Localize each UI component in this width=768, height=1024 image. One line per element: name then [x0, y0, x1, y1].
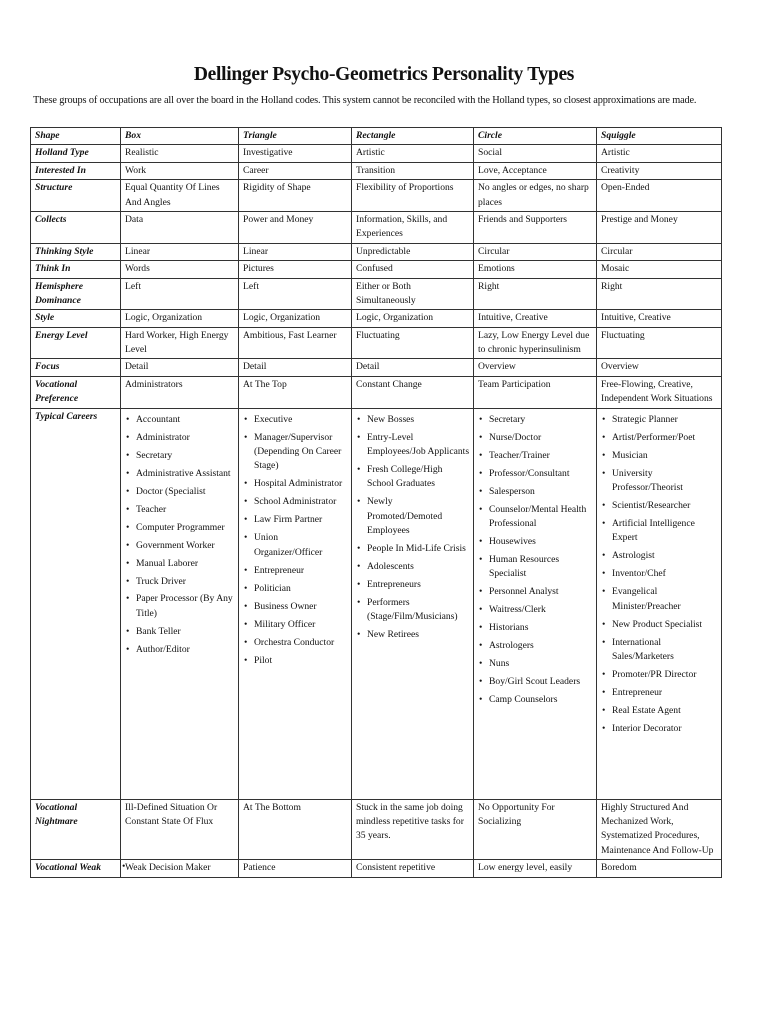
- table-row: [31, 327, 722, 359]
- table-cell: Flexibility of Proportions: [352, 180, 474, 212]
- list-item: • Evangelical Minister/Preacher: [601, 585, 718, 614]
- table-cell: Constant Change: [352, 376, 474, 408]
- list-item: • New Retirees: [356, 628, 470, 642]
- document-title: Dellinger Psycho-Geometrics Personality Types: [193, 64, 575, 85]
- table-cell: Intuitive, Creative: [597, 310, 722, 327]
- table-cell: Logic, Organization: [239, 310, 352, 327]
- list-item: • Scientist/Researcher: [601, 499, 718, 513]
- careers-cell: [474, 408, 597, 799]
- careers-cell: [239, 408, 352, 799]
- table-cell: Overview: [474, 359, 597, 376]
- list-item: • Newly Promoted/Demoted Employees: [356, 495, 470, 538]
- table-cell: Ambitious, Fast Learner: [239, 327, 352, 359]
- table-row: [31, 278, 722, 310]
- careers-cell: [352, 408, 474, 799]
- list-item: • Orchestra Conductor: [243, 636, 348, 650]
- list-item: • Performers (Stage/Film/Musicians): [356, 596, 470, 625]
- row-label: Vocational Nightmare: [31, 799, 121, 860]
- table-cell: Hard Worker, High Energy Level: [121, 327, 239, 359]
- table-cell: Right: [597, 278, 722, 310]
- list-item: • New Bosses: [356, 413, 470, 427]
- table-row: [31, 310, 722, 327]
- table-row: [31, 376, 722, 408]
- table-cell: Power and Money: [239, 211, 352, 243]
- list-item: • Paper Processor (By Any Title): [125, 592, 235, 621]
- table-row: [31, 211, 722, 243]
- table-cell: Linear: [121, 243, 239, 260]
- list-item: • Union Organizer/Officer: [243, 531, 348, 560]
- list-item: • Hospital Administrator: [243, 477, 348, 491]
- list-item: • Real Estate Agent: [601, 704, 718, 718]
- careers-list: [356, 413, 470, 643]
- list-item: • Manager/Supervisor (Depending On Career Stage): [243, 431, 348, 474]
- row-label: Holland Type: [31, 145, 121, 162]
- row-label: Energy Level: [31, 327, 121, 359]
- list-item: • Astrologist: [601, 549, 718, 563]
- list-item: • Interior Decorator: [601, 722, 718, 736]
- table-cell: Highly Structured And Mechanized Work, Systematized Procedures, Maintenance And Follow-Up: [597, 799, 722, 860]
- list-item: • Politician: [243, 582, 348, 596]
- table-cell: Detail: [352, 359, 474, 376]
- table-cell: Stuck in the same job doing mindless repetitive tasks for 35 years.: [352, 799, 474, 860]
- list-item: • Teacher/Trainer: [478, 449, 593, 463]
- table-row-vocational-weak: [31, 860, 722, 877]
- list-item: • Entry-Level Employees/Job Applicants: [356, 431, 470, 460]
- list-item: • Administrator: [125, 431, 235, 445]
- list-item: • University Professor/Theorist: [601, 467, 718, 496]
- list-item: • Business Owner: [243, 600, 348, 614]
- table-header-row: [31, 128, 722, 145]
- table-cell: Investigative: [239, 145, 352, 162]
- list-item: • Fresh College/High School Graduates: [356, 463, 470, 492]
- table-row: [31, 359, 722, 376]
- row-label: Think In: [31, 261, 121, 278]
- list-item: • Camp Counselors: [478, 693, 593, 707]
- list-item: • Strategic Planner: [601, 413, 718, 427]
- list-item: • Historians: [478, 621, 593, 635]
- list-item: • Entrepreneur: [601, 686, 718, 700]
- list-item: • Secretary: [125, 449, 235, 463]
- list-item: • Counselor/Mental Health Professional: [478, 503, 593, 532]
- table-cell: Open-Ended: [597, 180, 722, 212]
- table-cell: Detail: [121, 359, 239, 376]
- list-item: • Bank Teller: [125, 625, 235, 639]
- document-subtitle: These groups of occupations are all over the board in the Holland codes. This system cannot be reconciled with the Holland types, so closest approximations are made.: [33, 95, 697, 106]
- table-cell: Transition: [352, 162, 474, 179]
- table-row-vocational-nightmare: [31, 799, 722, 860]
- table-cell: Rigidity of Shape: [239, 180, 352, 212]
- list-item: • Entrepreneurs: [356, 578, 470, 592]
- table-cell: Artistic: [352, 145, 474, 162]
- table-cell: Prestige and Money: [597, 211, 722, 243]
- table-cell: Low energy level, easily: [474, 860, 597, 877]
- table-cell: Left: [121, 278, 239, 310]
- list-item: • Boy/Girl Scout Leaders: [478, 675, 593, 689]
- careers-cell: [597, 408, 722, 799]
- table-row: [31, 145, 722, 162]
- row-label: Hemisphere Dominance: [31, 278, 121, 310]
- list-item: • Computer Programmer: [125, 521, 235, 535]
- list-item: • Military Officer: [243, 618, 348, 632]
- list-item: • International Sales/Marketers: [601, 636, 718, 665]
- table-cell: Boredom: [597, 860, 722, 877]
- table-cell: Fluctuating: [352, 327, 474, 359]
- table-cell: Ill-Defined Situation Or Constant State Of Flux: [121, 799, 239, 860]
- table-cell: Unpredictable: [352, 243, 474, 260]
- list-item: • People In Mid-Life Crisis: [356, 542, 470, 556]
- table-cell: Friends and Supporters: [474, 211, 597, 243]
- careers-cell: [121, 408, 239, 799]
- shape-squiggle-header: Squiggle: [597, 128, 722, 145]
- table-cell: At The Top: [239, 376, 352, 408]
- table-cell: Consistent repetitive: [352, 860, 474, 877]
- list-item: • Executive: [243, 413, 348, 427]
- table-cell: Mosaic: [597, 261, 722, 278]
- list-item: • Entrepreneur: [243, 564, 348, 578]
- list-item: • Adolescents: [356, 560, 470, 574]
- shape-circle-header: Circle: [474, 128, 597, 145]
- table-cell: Intuitive, Creative: [474, 310, 597, 327]
- list-item: • School Administrator: [243, 495, 348, 509]
- list-item: • Author/Editor: [125, 643, 235, 657]
- table-cell: Fluctuating: [597, 327, 722, 359]
- table-row: [31, 180, 722, 212]
- list-item: • Nurse/Doctor: [478, 431, 593, 445]
- table-cell: Confused: [352, 261, 474, 278]
- table-cell: Career: [239, 162, 352, 179]
- row-label: Focus: [31, 359, 121, 376]
- list-item: • Astrologers: [478, 639, 593, 653]
- table-cell: Left: [239, 278, 352, 310]
- table-row-typical-careers: [31, 408, 722, 799]
- shape-triangle-header: Triangle: [239, 128, 352, 145]
- table-cell: Information, Skills, and Experiences: [352, 211, 474, 243]
- shape-rectangle-header: Rectangle: [352, 128, 474, 145]
- table-cell: Detail: [239, 359, 352, 376]
- table-cell: Team Participation: [474, 376, 597, 408]
- row-label: Collects: [31, 211, 121, 243]
- shape-box-header: Box: [121, 128, 239, 145]
- table-cell: Administrators: [121, 376, 239, 408]
- row-label: Typical Careers: [31, 408, 121, 799]
- list-item: • Promoter/PR Director: [601, 668, 718, 682]
- list-item: • Housewives: [478, 535, 593, 549]
- table-cell: Logic, Organization: [121, 310, 239, 327]
- table-cell: Lazy, Low Energy Level due to chronic hyperinsulinism: [474, 327, 597, 359]
- list-item: • Accountant: [125, 413, 235, 427]
- table-cell: Words: [121, 261, 239, 278]
- table-row: [31, 261, 722, 278]
- list-item: • Manual Laborer: [125, 557, 235, 571]
- table-cell: Overview: [597, 359, 722, 376]
- list-item: • Administrative Assistant: [125, 467, 235, 481]
- list-item: • Human Resources Specialist: [478, 553, 593, 582]
- table-cell: Logic, Organization: [352, 310, 474, 327]
- list-item: • Nuns: [478, 657, 593, 671]
- list-item: • Musician: [601, 449, 718, 463]
- table-cell: Right: [474, 278, 597, 310]
- list-item: • Truck Driver: [125, 575, 235, 589]
- list-item: • Government Worker: [125, 539, 235, 553]
- row-label: Vocational Preference: [31, 376, 121, 408]
- careers-list: [243, 413, 348, 668]
- table-cell: Circular: [474, 243, 597, 260]
- careers-list: [478, 413, 593, 708]
- table-cell: • Weak Decision Maker: [121, 860, 239, 877]
- list-item: • Secretary: [478, 413, 593, 427]
- list-item: • New Product Specialist: [601, 618, 718, 632]
- table-row: [31, 243, 722, 260]
- row-label: Vocational Weak: [31, 860, 121, 877]
- row-label: Style: [31, 310, 121, 327]
- list-item: • Doctor (Specialist: [125, 485, 235, 499]
- table-cell: Creativity: [597, 162, 722, 179]
- list-item: • Waitress/Clerk: [478, 603, 593, 617]
- table-body: [31, 128, 722, 878]
- list-item: • Law Firm Partner: [243, 513, 348, 527]
- table-cell: Artistic: [597, 145, 722, 162]
- table-cell: Love, Acceptance: [474, 162, 597, 179]
- table-cell: No angles or edges, no sharp places: [474, 180, 597, 212]
- table-cell: Data: [121, 211, 239, 243]
- table-cell: Social: [474, 145, 597, 162]
- table-cell: At The Bottom: [239, 799, 352, 860]
- table-cell: Equal Quantity Of Lines And Angles: [121, 180, 239, 212]
- table-row: [31, 162, 722, 179]
- list-item: • Artificial Intelligence Expert: [601, 517, 718, 546]
- table-cell: Patience: [239, 860, 352, 877]
- table-cell: Circular: [597, 243, 722, 260]
- row-label: Interested In: [31, 162, 121, 179]
- personality-types-table: [30, 127, 722, 878]
- table-cell: Either or Both Simultaneously: [352, 278, 474, 310]
- table-cell: Realistic: [121, 145, 239, 162]
- list-item: • Personnel Analyst: [478, 585, 593, 599]
- table-cell: Linear: [239, 243, 352, 260]
- list-item: • Pilot: [243, 654, 348, 668]
- row-label: Structure: [31, 180, 121, 212]
- table-cell: Work: [121, 162, 239, 179]
- list-item: • Salesperson: [478, 485, 593, 499]
- table-cell: Emotions: [474, 261, 597, 278]
- row-label: Thinking Style: [31, 243, 121, 260]
- list-item: • Professor/Consultant: [478, 467, 593, 481]
- careers-list: [601, 413, 718, 737]
- table-cell: No Opportunity For Socializing: [474, 799, 597, 860]
- list-item: • Artist/Performer/Poet: [601, 431, 718, 445]
- list-item: • Teacher: [125, 503, 235, 517]
- list-item: • Inventor/Chef: [601, 567, 718, 581]
- row-label: Shape: [31, 128, 121, 145]
- careers-list: [125, 413, 235, 658]
- table-cell: Pictures: [239, 261, 352, 278]
- table-cell: Free-Flowing, Creative, Independent Work Situations: [597, 376, 722, 408]
